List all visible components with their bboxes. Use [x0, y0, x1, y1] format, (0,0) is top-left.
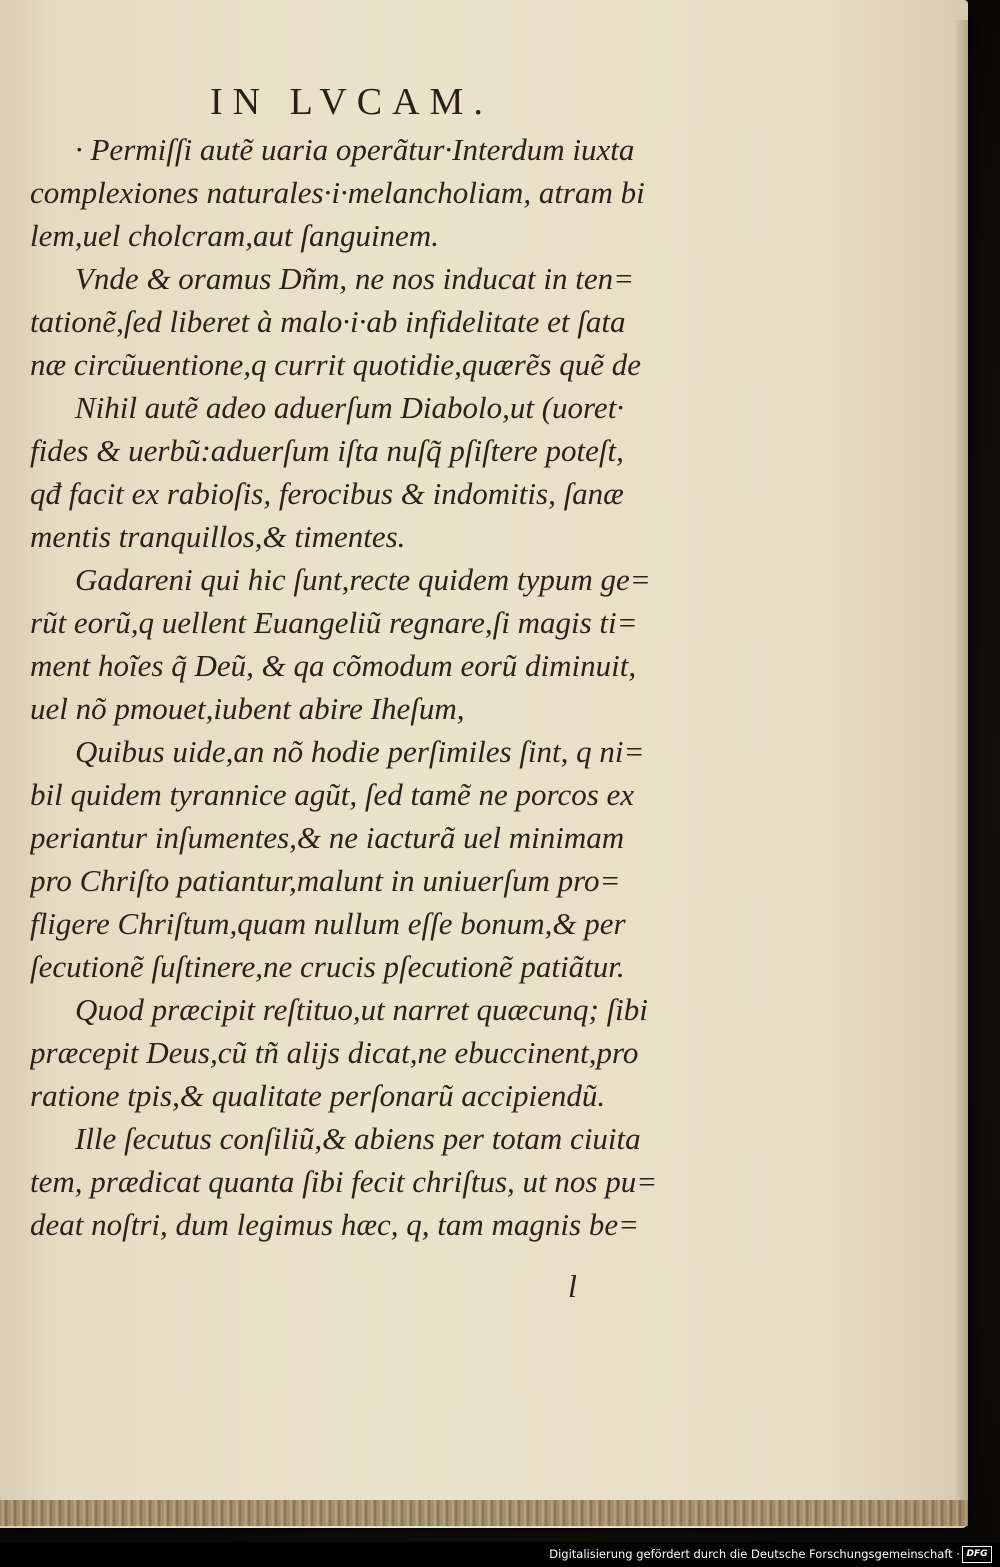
- text-line: tem, prædicat quanta ſibi fecit chriſtus, ut nos pu=: [30, 1164, 658, 1199]
- text-line: bil quidem tyrannice agũt, ſed tamẽ ne porcos ex: [30, 777, 635, 812]
- text-line: Nihil autẽ adeo aduerſum Diabolo,ut (uoret·: [75, 390, 625, 425]
- footer-credit: Digitalisierung gefördert durch die Deutsche Forschungsgemeinschaft ·: [549, 1547, 960, 1561]
- text-line: ſecutionẽ ſuſtinere,ne crucis pſecutionẽ patiãtur.: [30, 949, 625, 984]
- text-line: deat noſtri, dum legimus hæc, q, tam magnis be=: [30, 1207, 640, 1242]
- text-line: Quibus uide,an nõ hodie perſimiles ſint, q ni=: [75, 734, 645, 769]
- text-line: fligere Chriſtum,quam nullum eſſe bonum,& per: [30, 906, 626, 941]
- text-line: periantur inſumentes,& ne iacturã uel minimam: [30, 820, 625, 855]
- page-bottom-edge: [0, 1500, 968, 1526]
- text-line: præcepit Deus,cũ tñ alijs dicat,ne ebuccinent,pro: [30, 1035, 639, 1070]
- text-line: pro Chriſto patiantur,malunt in uniuerſum pro=: [30, 863, 621, 898]
- text-line: · Permiſſi autẽ uaria operãtur·Interdum iuxta: [75, 132, 635, 167]
- text-line: ment hoĩes q̃ Deũ, & qa cõmodum eorũ diminuit,: [30, 648, 637, 683]
- text-line: lem,uel cholcram,aut ſanguinem.: [30, 218, 439, 253]
- text-line: Quod præcipit reſtituo,ut narret quæcunq; ſibi: [75, 992, 648, 1027]
- text-line: uel nõ pmouet,iubent abire Iheſum,: [30, 691, 465, 726]
- text-line: qđ facit ex rabioſis, ferocibus & indomitis, ſanæ: [30, 476, 624, 511]
- text-line: rũt eorũ,q uellent Euangeliũ regnare,ſi magis ti=: [30, 605, 638, 640]
- dfg-logo: DFG: [962, 1546, 992, 1563]
- text-line: fides & uerbũ:aduerſum iſta nuſq̃ pſiſtere poteſt,: [30, 433, 624, 468]
- text-line: complexiones naturales·i·melancholiam, atram bi: [30, 175, 645, 210]
- text-line: mentis tranquillos,& timentes.: [30, 519, 406, 554]
- text-line: næ circũuentione,q currit quotidie,quærẽs quẽ de: [30, 347, 642, 382]
- text-block: [30, 128, 680, 1246]
- text-line: Gadareni qui hic ſunt,recte quidem typum ge=: [75, 562, 651, 597]
- text-line: ratione tpis,& qualitate perſonarũ accipiendũ.: [30, 1078, 606, 1113]
- text-line: Ille ſecutus conſiliũ,& abiens per totam ciuita: [75, 1121, 641, 1156]
- text-line: Vnde & oramus Dñm, ne nos inducat in ten=: [75, 261, 635, 296]
- text-line: tationẽ,ſed liberet à malo·i·ab infidelitate et ſata: [30, 304, 626, 339]
- running-head: IN LVCAM.: [210, 81, 493, 123]
- catchword: l: [568, 1268, 577, 1304]
